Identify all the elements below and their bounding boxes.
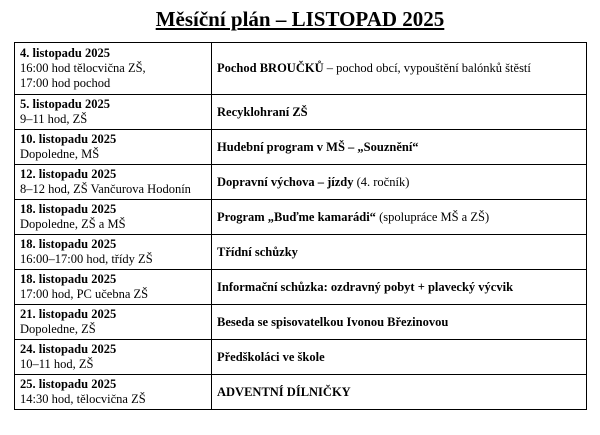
event-time-place: 9–11 hod, ZŠ xyxy=(20,112,88,126)
event-time-place: 8–12 hod, ZŠ Vančurova Hodonín xyxy=(20,182,191,196)
event-cell xyxy=(212,165,587,200)
table-row xyxy=(15,165,587,200)
event-date: 10. listopadu 2025 xyxy=(20,132,117,146)
event-note: – pochod obcí, vypouštění balónků štěstí xyxy=(323,61,531,75)
when-cell xyxy=(15,200,212,235)
event-cell xyxy=(212,200,587,235)
table-row xyxy=(15,43,587,95)
when-cell xyxy=(15,305,212,340)
event-cell xyxy=(212,270,587,305)
event-date: 5. listopadu 2025 xyxy=(20,97,110,111)
event-time-place: 10–11 hod, ZŠ xyxy=(20,357,94,371)
event-title: Třídní schůzky xyxy=(217,244,298,259)
page-title: Měsíční plán – LISTOPAD 2025 xyxy=(155,7,445,31)
event-note: (4. ročník) xyxy=(353,174,410,189)
event-time-place: Dopoledne, ZŠ a MŠ xyxy=(20,217,126,231)
when-cell xyxy=(15,270,212,305)
when-cell xyxy=(15,95,212,130)
when-cell xyxy=(15,43,212,95)
event-cell xyxy=(212,95,587,130)
event-cell xyxy=(212,235,587,270)
event-cell xyxy=(212,305,587,340)
event-title: Program „Buďme kamarádi“ xyxy=(217,209,376,224)
event-time-place: Dopoledne, ZŠ xyxy=(20,322,96,336)
table-row xyxy=(15,305,587,340)
plan-table xyxy=(14,42,587,410)
table-row xyxy=(15,130,587,165)
table-row xyxy=(15,235,587,270)
event-title: Pochod BROUČKŮ xyxy=(217,61,324,75)
event-date: 18. listopadu 2025 xyxy=(20,237,117,251)
plan-table-body xyxy=(15,43,587,410)
event-title: Recyklohraní ZŠ xyxy=(217,104,308,119)
event-date: 18. listopadu 2025 xyxy=(20,202,117,216)
event-cell xyxy=(212,340,587,375)
event-title: Beseda se spisovatelkou Ivonou Březinovou xyxy=(217,314,449,329)
table-row xyxy=(15,375,587,410)
event-time-place: 16:00–17:00 hod, třídy ZŠ xyxy=(20,252,153,266)
event-cell xyxy=(212,375,587,410)
event-date: 25. listopadu 2025 xyxy=(20,377,117,391)
table-row xyxy=(15,95,587,130)
event-cell xyxy=(212,43,587,95)
event-date: 18. listopadu 2025 xyxy=(20,272,117,286)
when-cell xyxy=(15,235,212,270)
event-date: 24. listopadu 2025 xyxy=(20,342,117,356)
table-row xyxy=(15,200,587,235)
event-title: Hudební program v MŠ – „Souznění“ xyxy=(217,139,419,154)
when-cell xyxy=(15,375,212,410)
event-title: ADVENTNÍ DÍLNIČKY xyxy=(217,384,351,399)
table-row xyxy=(15,270,587,305)
when-cell xyxy=(15,165,212,200)
event-cell xyxy=(212,130,587,165)
event-title: Předškoláci ve škole xyxy=(217,349,325,364)
event-time-place: 14:30 hod, tělocvična ZŠ xyxy=(20,392,146,406)
event-title: Dopravní výchova – jízdy xyxy=(217,174,354,189)
when-cell xyxy=(15,340,212,375)
event-note: (spolupráce MŠ a ZŠ) xyxy=(375,209,490,224)
event-time-place: 17:00 hod pochod xyxy=(20,76,111,90)
event-date: 21. listopadu 2025 xyxy=(20,307,117,321)
event-time-place: 17:00 hod, PC učebna ZŠ xyxy=(20,287,149,301)
event-time-place: Dopoledne, MŠ xyxy=(20,147,100,161)
event-title: Informační schůzka: ozdravný pobyt + plavecký výcvik xyxy=(217,279,514,294)
when-cell xyxy=(15,130,212,165)
table-row xyxy=(15,340,587,375)
event-date: 12. listopadu 2025 xyxy=(20,167,117,181)
event-date: 4. listopadu 2025 xyxy=(20,46,110,60)
event-time-place: 16:00 hod tělocvična ZŠ, xyxy=(20,61,146,75)
